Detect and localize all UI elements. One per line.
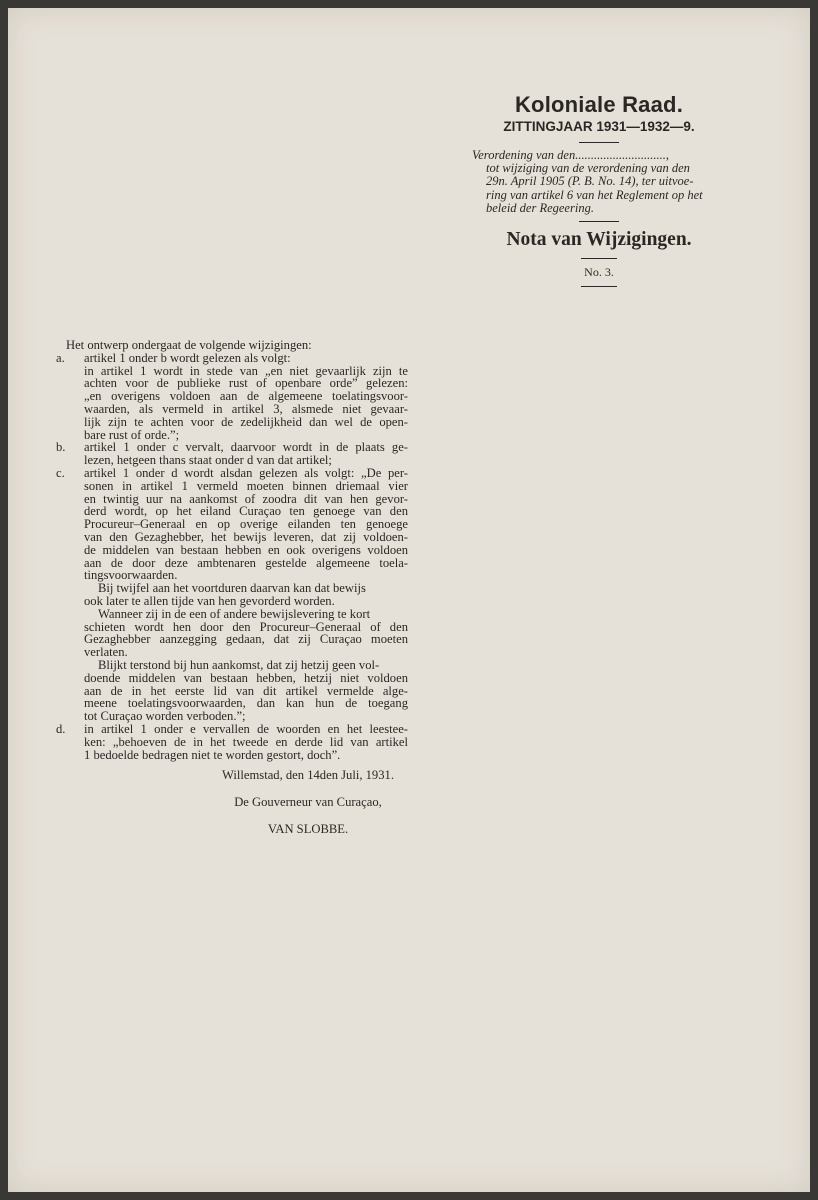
- text-line: aan de door deze ambtenaren gestelde algemeene toela-: [84, 555, 408, 570]
- text-line: Gezaghebber aanzegging gedaan, dat zij Curaçao moeten: [84, 632, 408, 647]
- text-line: ook later te allen tijde van hen gevorderd worden.: [84, 593, 335, 608]
- subject-line: 29n. April 1905 (P. B. No. 14), ter uitvoe-: [486, 174, 694, 189]
- nota-title: Nota van Wijzigingen.: [506, 229, 692, 251]
- subject-line: beleid der Regeering.: [486, 200, 594, 215]
- subject-line: ring van artikel 6 van het Reglement op het: [486, 187, 703, 202]
- divider: [581, 258, 617, 259]
- text-line: sonen in artikel 1 vermeld moeten binnen driemaal vier: [84, 478, 408, 493]
- text-line: lezen, hetgeen thans staat onder d van dat artikel;: [84, 453, 332, 468]
- item-marker: d.: [56, 721, 66, 736]
- text-line: artikel 1 onder c vervalt, daarvoor wordt in de plaats ge-: [84, 440, 408, 455]
- divider: [581, 286, 617, 287]
- text-line: Bij twijfel aan het voortduren daarvan kan dat bewijs: [98, 581, 366, 596]
- subject-description: [472, 149, 728, 215]
- text-line: lijk zijn te achten voor de zedelijkheid dan wel de open-: [84, 414, 408, 429]
- text-line: Procureur–Generaal en op overige eilanden ten genoege: [84, 517, 408, 532]
- text-line: artikel 1 onder b wordt gelezen als volgt:: [84, 350, 291, 365]
- governor-office: De Gouverneur van Curaçao,: [234, 795, 382, 809]
- text-line: achten voor de publieke rust of openbare orde” gelezen:: [84, 376, 408, 391]
- text-line: van den Gezaghebber, het bewijs leveren, dat zij voldoen-: [84, 529, 408, 544]
- text-line: meene toelatingsvoorwaarden, dan kan hun de toegang: [84, 696, 408, 711]
- text-line: aan de in het eerste lid van dit artikel vermelde alge-: [84, 683, 408, 698]
- header-block: [470, 92, 728, 293]
- text-line: artikel 1 onder d wordt alsdan gelezen als volgt: „De per-: [84, 465, 408, 480]
- text-line: tingsvoorwaarden.: [84, 568, 178, 583]
- item-marker: b.: [56, 440, 66, 455]
- text-line: tot Curaçao worden verboden.”;: [84, 709, 246, 724]
- text-line: „en overigens voldoen aan de algemeene toelatingsvoor-: [84, 389, 408, 404]
- document-page: [8, 8, 810, 1192]
- text-line: in artikel 1 wordt in stede van „en niet gevaarlijk zijn te: [84, 363, 408, 378]
- text-line: Blijkt terstond bij hun aankomst, dat zij hetzij geen vol-: [98, 657, 380, 672]
- text-line: verlaten.: [84, 645, 128, 660]
- document-number: No. 3.: [584, 265, 614, 280]
- text-line: in artikel 1 onder e vervallen de woorden en het leestee-: [84, 721, 408, 736]
- text-line: bare rust of orde.”;: [84, 427, 180, 442]
- amendment-d: [52, 723, 408, 761]
- item-marker: a.: [56, 350, 65, 365]
- text-line: doende middelen van bestaan hebben, hetzij niet voldoen: [84, 670, 408, 685]
- session-line: ZITTINGJAAR 1931—1932—9.: [503, 119, 695, 134]
- divider: [579, 221, 619, 222]
- item-marker: c.: [56, 465, 65, 480]
- amendment-a: [52, 352, 408, 442]
- amendment-c: [52, 467, 408, 723]
- signatory: VAN SLOBBE.: [267, 822, 349, 836]
- text-line: waarden, als vermeld in artikel 3, alsmede niet gevaar-: [84, 401, 408, 416]
- divider: [579, 142, 619, 143]
- subject-line: tot wijziging van de verordening van den: [486, 161, 690, 176]
- text-line: en twintig uur na aankomst of zoodra dit van hen gevor-: [84, 491, 408, 506]
- text-line: 1 bedoelde bedragen niet te worden gestort, doch”.: [84, 747, 341, 762]
- subject-line: Verordening van den.............................,: [472, 148, 669, 162]
- text-line: schieten wordt hen door den Procureur–Generaal of den: [84, 619, 408, 634]
- amendments-text: [52, 339, 408, 761]
- place-date: Willemstad, den 14den Juli, 1931.: [222, 768, 394, 782]
- text-line: Wanneer zij in de een of andere bewijslevering te kort: [98, 606, 371, 621]
- intro-line: Het ontwerp ondergaat de volgende wijzigingen:: [66, 338, 312, 352]
- text-line: de middelen van bestaan hebben en ook overigens voldoen: [84, 542, 408, 557]
- text-line: derd wordt, op het eiland Curaçao ten genoege van den: [84, 504, 408, 519]
- amendment-b: [52, 441, 408, 467]
- council-title: Koloniale Raad.: [514, 92, 684, 117]
- text-line: ken: „behoeven de in het tweede en derde lid van artikel: [84, 734, 408, 749]
